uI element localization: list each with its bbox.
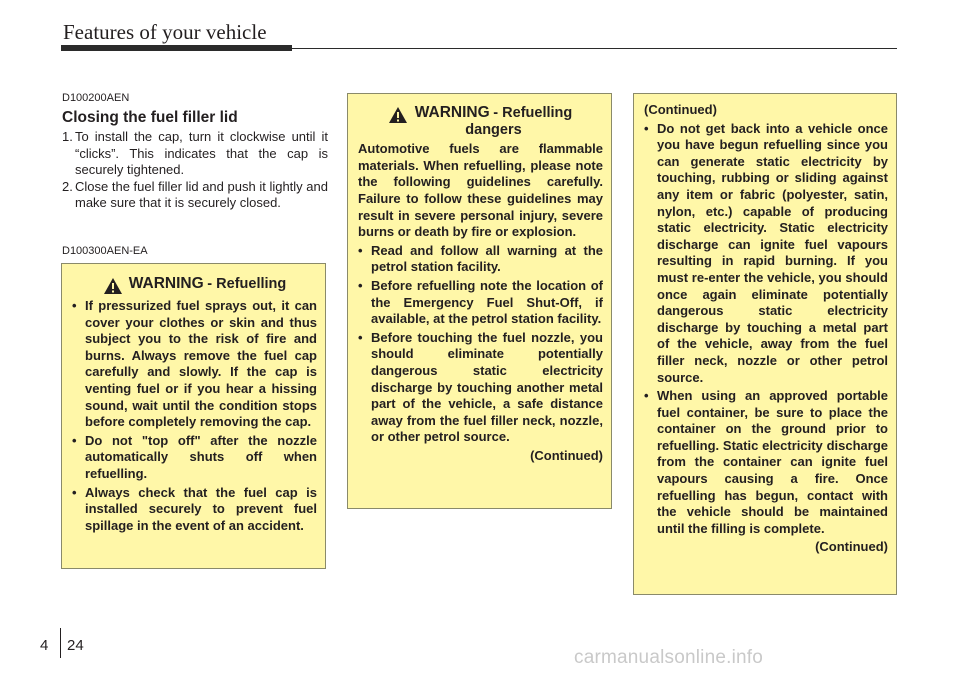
warning-heading bbox=[358, 105, 603, 138]
continued-label: (Continued) bbox=[530, 447, 603, 463]
bullet-text: When using an approved portable fuel container, be sure to place the container on the ground prior to refuelling. Static electricity discharge from the container can ignite fuel vapours causing a fire. Once refuelling has begun, contact with the vehicle should be maintained until the filling is complete. bbox=[657, 388, 888, 536]
step-number: 2. bbox=[62, 178, 73, 194]
list-item bbox=[644, 121, 888, 387]
step-item bbox=[62, 179, 328, 212]
warning-box-continued bbox=[633, 93, 897, 595]
section-code: D100200AEN bbox=[62, 92, 130, 104]
page-divider bbox=[60, 628, 61, 658]
list-item bbox=[358, 243, 603, 276]
list-item bbox=[72, 433, 317, 483]
warning-triangle-icon bbox=[103, 277, 123, 295]
section-title: Closing the fuel filler lid bbox=[62, 109, 238, 126]
warning-box-refuelling bbox=[61, 263, 326, 569]
warning-heading bbox=[72, 276, 317, 295]
warning-subtitle: - Refuelling dangers bbox=[465, 105, 573, 138]
bullet-text: Read and follow all warning at the petrol station facility. bbox=[371, 242, 603, 275]
section-closing-fuel-lid bbox=[62, 91, 328, 212]
steps-list bbox=[62, 129, 328, 212]
warning-intro: Automotive fuels are flammable materials. When refuelling, please note the following guidelines carefully. Failure to follow these guidelines may result in severe personal injury, severe burns or death by fire or explosion. bbox=[358, 141, 603, 240]
step-number: 1. bbox=[62, 129, 73, 144]
bullet-icon: • bbox=[72, 484, 77, 500]
step-item bbox=[62, 129, 328, 179]
header-title: Features of your vehicle bbox=[63, 20, 267, 44]
bullet-icon: • bbox=[644, 120, 649, 136]
bullet-text: Do not "top off" after the nozzle automatically shuts off when refuelling. bbox=[85, 432, 317, 481]
watermark: carmanualsonline.info bbox=[574, 647, 764, 668]
bullet-icon: • bbox=[358, 329, 363, 345]
warning-code: D100300AEN-EA bbox=[62, 245, 148, 257]
warning-bullets bbox=[358, 243, 603, 446]
list-item bbox=[644, 388, 888, 537]
step-text: Close the fuel filler lid and push it lightly and make sure that it is securely closed. bbox=[75, 178, 328, 210]
bullet-text: Before refuelling note the location of the Emergency Fuel Shut-Off, if available, at the petrol station facility. bbox=[371, 277, 603, 327]
warning-bullets bbox=[72, 298, 317, 534]
warning-label: WARNING bbox=[414, 104, 490, 121]
bullet-text: Do not get back into a vehicle once you have begun refuelling since you can generate static electricity by touching, rubbing or sliding against any item or fabric (polyester, satin, nylon, etc.) capable of producing static electricity. Static electricity discharge can ignite fuel vapours resulting in rapid burning. If you must re-enter the vehicle, you should once again eliminate potentially dangerous static electricity discharge by touching a metal part of the vehicle, away from the fuel filler neck, nozzle or other petrol source. bbox=[657, 120, 888, 385]
warning-box-refuelling-dangers bbox=[347, 93, 612, 509]
warning-subtitle: - Refuelling bbox=[207, 276, 287, 292]
list-item bbox=[72, 298, 317, 431]
bullet-text: If pressurized fuel sprays out, it can cover your clothes or skin and thus subject you to the risk of fire and burns. Always remove the fuel cap carefully and slowly. If the cap is venting fuel or if you hear a hissing sound, wait until the condition stops before completely removing the cap. bbox=[85, 298, 317, 430]
bullet-icon: • bbox=[358, 277, 363, 293]
bullet-icon: • bbox=[72, 432, 77, 448]
step-text: To install the cap, turn it clockwise until it “clicks”. This indicates that the cap is securely tightened. bbox=[75, 129, 328, 177]
list-item bbox=[358, 330, 603, 446]
bullet-text: Before touching the fuel nozzle, you should eliminate potentially dangerous static electricity discharge by touching another metal part of the vehicle, a safe distance away from the fuel filler neck, nozzle, or other petrol source. bbox=[371, 329, 603, 445]
page-number: 24 bbox=[67, 637, 84, 654]
bullet-text: Always check that the fuel cap is installed securely to prevent fuel spillage in the event of an accident. bbox=[85, 484, 317, 533]
bullet-icon: • bbox=[358, 242, 363, 258]
header-rule-thin bbox=[292, 48, 897, 49]
list-item bbox=[72, 485, 317, 535]
bullet-icon: • bbox=[644, 388, 649, 404]
header-rule-thick bbox=[61, 45, 292, 51]
warning-label: WARNING bbox=[128, 275, 204, 292]
warning-triangle-icon bbox=[388, 106, 408, 124]
list-item bbox=[358, 278, 603, 328]
continued-top-label: (Continued) bbox=[644, 102, 717, 117]
chapter-number: 4 bbox=[40, 637, 49, 654]
warning-bullets bbox=[644, 121, 888, 538]
continued-label: (Continued) bbox=[815, 539, 888, 555]
bullet-icon: • bbox=[72, 298, 77, 313]
